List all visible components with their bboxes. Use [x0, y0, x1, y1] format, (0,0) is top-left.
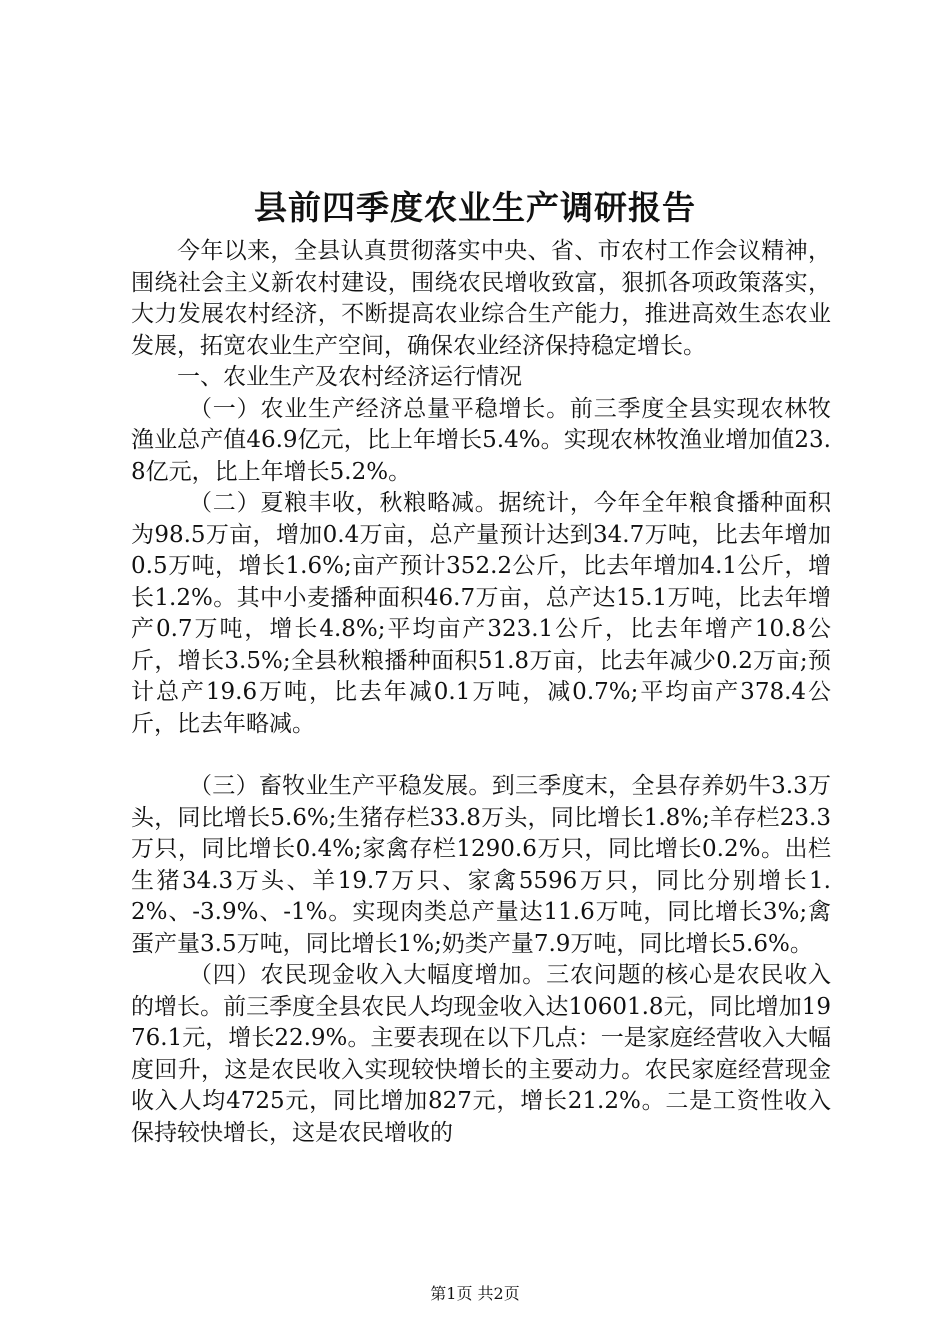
subsection-paragraph-3: （三）畜牧业生产平稳发展。到三季度末，全县存养奶牛3.3万头，同比增长5.6%;生猪存栏33.8万头，同比增长1.8%;羊存栏23.3万只，同比增长0.4%;家禽存栏1290.6万只，同比增长0.2%。出栏生猪34.3万头、羊19.7万只、家禽5596万只，同比分别增长1.2%、-3.9%、-1%。实现肉类总产量达11.6万吨，同比增长3%;禽蛋产量3.5万吨，同比增长1%;奶类产量7.9万吨，同比增长5.6%。 [131, 773, 831, 957]
section-heading: 一、农业生产及农村经济运行情况 [177, 364, 522, 390]
subsection-paragraph-1: （一）农业生产经济总量平稳增长。前三季度全县实现农林牧渔业总产值46.9亿元，比上年增长5.4%。实现农林牧渔业增加值23.8亿元，比上年增长5.2%。 [131, 395, 831, 485]
subsection-paragraph-4: （四）农民现金收入大幅度增加。三农问题的核心是农民收入的增长。前三季度全县农民人均现金收入达10601.8元，同比增加1976.1元，增长22.9%。主要表现在以下几点：一是家庭经营收入大幅度回升，这是农民收入实现较快增长的主要动力。农民家庭经营现金收入人均4725元，同比增加827元，增长21.2%。二是工资性收入保持较快增长，这是农民增收的 [131, 962, 831, 1146]
subsection-paragraph-2: （二）夏粮丰收，秋粮略减。据统计，今年全年粮食播种面积为98.5万亩，增加0.4万亩，总产量预计达到34.7万吨，比去年增加0.5万吨，增长1.6%;亩产预计352.2公斤，比去年增加4.1公斤，增长1.2%。其中小麦播种面积46.7万亩，总产达15.1万吨，比去年增产0.7万吨，增长4.8%;平均亩产323.1公斤，比去年增产10.8公斤，增长3.5%;全县秋粮播种面积51.8万亩，比去年减少0.2万亩;预计总产19.6万吨，比去年减0.1万吨，减0.7%;平均亩产378.4公斤，比去年略减。 [131, 490, 831, 737]
document-title: 县前四季度农业生产调研报告 [254, 188, 696, 227]
document-body [131, 236, 831, 1149]
intro-paragraph: 今年以来，全县认真贯彻落实中央、省、市农村工作会议精神，围绕社会主义新农村建设，围绕农民增收致富，狠抓各项政策落实，大力发展农村经济，不断提高农业综合生产能力，推进高效生态农业发展，拓宽农业生产空间，确保农业经济保持稳定增长。 [131, 238, 831, 359]
page-number-footer: 第1页 共2页 [430, 1284, 520, 1303]
